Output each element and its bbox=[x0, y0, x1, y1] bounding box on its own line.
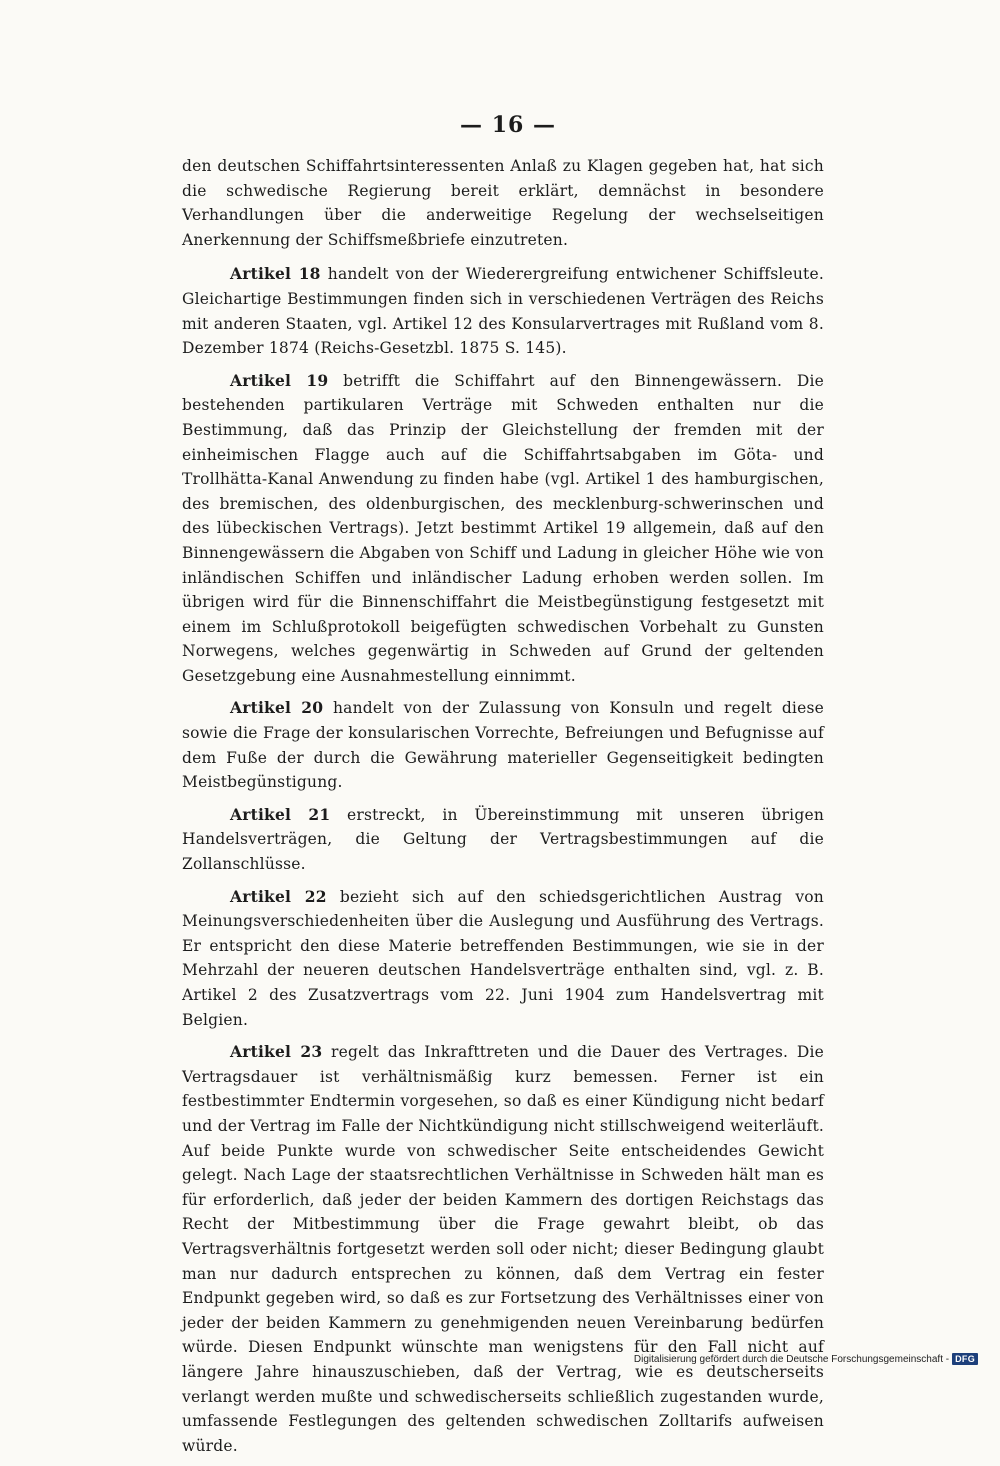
paragraph-lead: Artikel 19 bbox=[230, 370, 329, 390]
paragraph-text: handelt von der Zulassung von Konsuln und regelt diese sowie die Frage der konsularischen Vorrechte, Befreiungen und Befugnisse auf dem Fuße der durch die Gewährung materieller Gegenseitigkeit bedingten Meistbegünstigung. bbox=[182, 699, 824, 792]
paragraph-text: handelt von der Wiederergreifung entwichener Schiffsleute. Gleichartige Bestimmungen finden sich in verschiedenen Verträgen des Reichs mit anderen Staaten, vgl. Artikel 12 des Konsularvertrages mit Rußland vom 8. Dezember 1874 (Reichs-Gesetzbl. 1875 S. 145). bbox=[182, 265, 824, 358]
page-number: — 16 — bbox=[460, 112, 556, 138]
paragraph-text: erstreckt, in Übereinstimmung mit unseren übrigen Handelsverträgen, die Geltung der Vertragsbestimmungen auf die Zollanschlüsse. bbox=[182, 805, 825, 874]
document-page bbox=[182, 112, 824, 1466]
paragraph-artikel-23 bbox=[182, 1040, 824, 1458]
digitization-footer bbox=[634, 1353, 978, 1365]
paragraph-text: betrifft die Schiffahrt auf den Binnengewässern. Die bestehenden partikularen Verträge mit Schweden enthalten nur die Bestimmung, daß das Prinzip der Gleichstellung der fremden mit der einheimischen Flagge auch auf die Schiffahrtsabgaben im Göta- und Trollhätta-Kanal Anwendung zu finden habe (vgl. Artikel 1 des hamburgischen, des bremischen, des oldenburgischen, des mecklenburg-schwerinschen und des lübeckischen Vertrags). Jetzt bestimmt Artikel 19 allgemein, daß auf den Binnengewässern die Abgaben von Schiff und Ladung in gleicher Höhe wie von inländischen Schiffen und inländischer Ladung erhoben werden sollen. Im übrigen wird für die Binnenschiffahrt die Meistbegünstigung festgesetzt mit einem im Schlußprotokoll beigefügten schwedischen Vorbehalt zu Gunsten Norwegens, welches gegenwärtig in Schweden auf Grund der geltenden Gesetzgebung eine Ausnahmestellung einnimmt. bbox=[182, 371, 824, 685]
paragraph-artikel-18 bbox=[182, 262, 824, 360]
paragraph-artikel-20 bbox=[182, 696, 824, 794]
paragraph-lead: Artikel 18 bbox=[230, 264, 321, 284]
paragraph-lead: Artikel 21 bbox=[230, 804, 331, 824]
paragraph-artikel-19 bbox=[182, 369, 824, 689]
paragraph-text: regelt das Inkrafttreten und die Dauer des Vertrages. Die Vertragsdauer ist verhältnismäßig kurz bemessen. Ferner ist ein festbestimmter Endtermin vorgesehen, so daß es einer Kündigung nicht bedarf und der Vertrag im Falle der Nichtkündigung nicht stillschweigend weiterläuft. Auf beide Punkte wurde von schwedischer Seite entscheidendes Gewicht gelegt. Nach Lage der staatsrechtlichen Verhältnisse in Schweden hält man es für erforderlich, daß jeder der beiden Kammern des dortigen Reichstags das Recht der Mitbestimmung über die Frage gewahrt bleibt, ob das Vertragsverhältnis fortgesetzt werden soll oder nicht; dieser Bedingung glaubt man nur dadurch entsprechen zu können, daß dem Vertrag ein fester Endpunkt gegeben wird, so daß es zur Fortsetzung des Verhältnisses einer von jeder der beiden Kammern zu genehmigenden neuen Vereinbarung bedürfen würde. Diesen Endpunkt wünschte man wenigstens für den Fall nicht auf längere Jahre hinauszuschieben, daß der Vertrag, wie es deutscherseits verlangt werden mußte und schwedischerseits schließlich zugestanden wurde, umfassende Festlegungen des geltenden schwedischen Zolltarifs aufweisen würde. bbox=[182, 1043, 824, 1455]
paragraph-text: den deutschen Schiffahrtsinteressenten Anlaß zu Klagen gegeben hat, hat sich die schwedische Regierung bereit erklärt, demnächst in besondere Verhandlungen über die anderweitige Regelung der wechselseitigen Anerkennung der Schiffsmeßbriefe einzutreten. bbox=[182, 157, 824, 249]
paragraph-continuation bbox=[182, 154, 824, 252]
footer-credit-text: Digitalisierung gefördert durch die Deutsche Forschungsgemeinschaft - bbox=[633, 1353, 950, 1365]
paragraph-lead: Artikel 23 bbox=[230, 1042, 323, 1062]
dfg-logo-icon: DFG bbox=[952, 1353, 978, 1365]
paragraph-artikel-21 bbox=[182, 803, 824, 877]
paragraph-artikel-22 bbox=[182, 885, 824, 1033]
paragraph-lead: Artikel 22 bbox=[230, 886, 327, 906]
paragraph-text: bezieht sich auf den schiedsgerichtlichen Austrag von Meinungsverschiedenheiten über die Auslegung und Ausführung des Vertrags. Er entspricht den diese Materie betreffenden Bestimmungen, wie sie in der Mehrzahl der neueren deutschen Handelsverträge enthalten sind, vgl. z. B. Artikel 2 des Zusatzvertrags vom 22. Juni 1904 zum Handelsvertrag mit Belgien. bbox=[182, 887, 824, 1029]
paragraph-lead: Artikel 20 bbox=[230, 698, 324, 718]
